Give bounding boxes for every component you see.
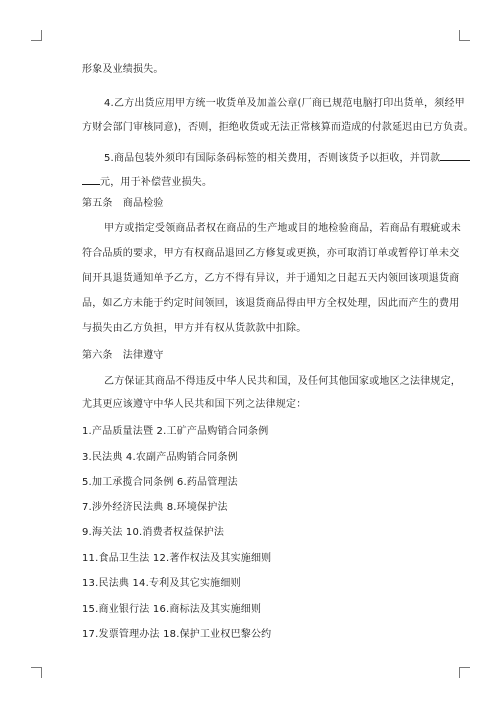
fill-in-blank <box>440 150 470 161</box>
crop-mark-bottom-left <box>31 667 42 678</box>
law-list-item: 15.商业银行法 16.商标法及其实施细则 <box>82 604 262 615</box>
paragraph-line <box>82 174 442 190</box>
paragraph-text: 元，用于补偿营业损失。 <box>100 177 213 188</box>
law-list-item: 7.涉外经济民法典 8.环境保护法 <box>82 502 228 513</box>
crop-mark-bottom-right <box>459 667 470 678</box>
law-list-item: 1.产品质量法暨 2.工矿产品购销合同条例 <box>82 426 269 437</box>
fill-in-blank <box>82 174 100 185</box>
paragraph-line: 间开具退货通知单予乙方，乙方不得有异议，并于通知之日起五天内领回该项退货商 <box>82 273 460 284</box>
paragraph-line: 方财会部门审核同意)，否则，拒绝收货或无法正常核算而造成的付款延迟由已方负责。 <box>82 122 474 133</box>
law-list-item: 17.发票管理办法 18.保护工业权巴黎公约 <box>82 629 272 640</box>
paragraph-line: 品，如乙方未能于约定时间领回，该退货商品得由甲方全权处理，因此而产生的费用 <box>82 298 460 309</box>
paragraph-line: 与损失由乙方负担，甲方并有权从货款款中扣除。 <box>82 323 307 334</box>
section-heading: 第五条 商品检验 <box>82 198 164 209</box>
paragraph-line: 形象及业绩损失。 <box>82 64 164 75</box>
law-list-item: 5.加工承揽合同条例 6.药品管理法 <box>82 477 238 488</box>
law-list-item: 9.海关法 10.消费者权益保护法 <box>82 527 225 538</box>
paragraph-text: 5.商品包装外须印有国际条码标签的相关费用，否则该货予以拒收，并罚款 <box>104 153 441 164</box>
crop-mark-top-left <box>31 30 42 41</box>
paragraph-line: 甲方或指定受领商品者权在商品的生产地或目的地检验商品，若商品有瑕疵或未 <box>104 223 461 234</box>
paragraph-line <box>104 150 464 166</box>
law-list-item: 3.民法典 4.农副产品购销合同条例 <box>82 452 238 463</box>
paragraph-line: 乙方保证其商品不得违反中华人民共和国，及任何其他国家或地区之法律规定， <box>104 376 461 387</box>
paragraph-line: 符合品质的要求，甲方有权商品退回乙方修复或更换，亦可取消订单或暂停订单未交 <box>82 248 460 259</box>
paragraph-line: 4.乙方出货应用甲方统一收货单及加盖公章(厂商已规范电脑打印出货单，须经甲 <box>104 98 465 109</box>
law-list-item: 13.民法典 14.专利及其它实施细则 <box>82 578 241 589</box>
section-heading: 第六条 法律遵守 <box>82 350 164 361</box>
law-list-item: 11.食品卫生法 12.著作权法及其实施细则 <box>82 553 272 564</box>
crop-mark-top-right <box>459 30 470 41</box>
paragraph-line: 尤其更应该遵守中华人民共和国下列之法律规定： <box>82 399 307 410</box>
